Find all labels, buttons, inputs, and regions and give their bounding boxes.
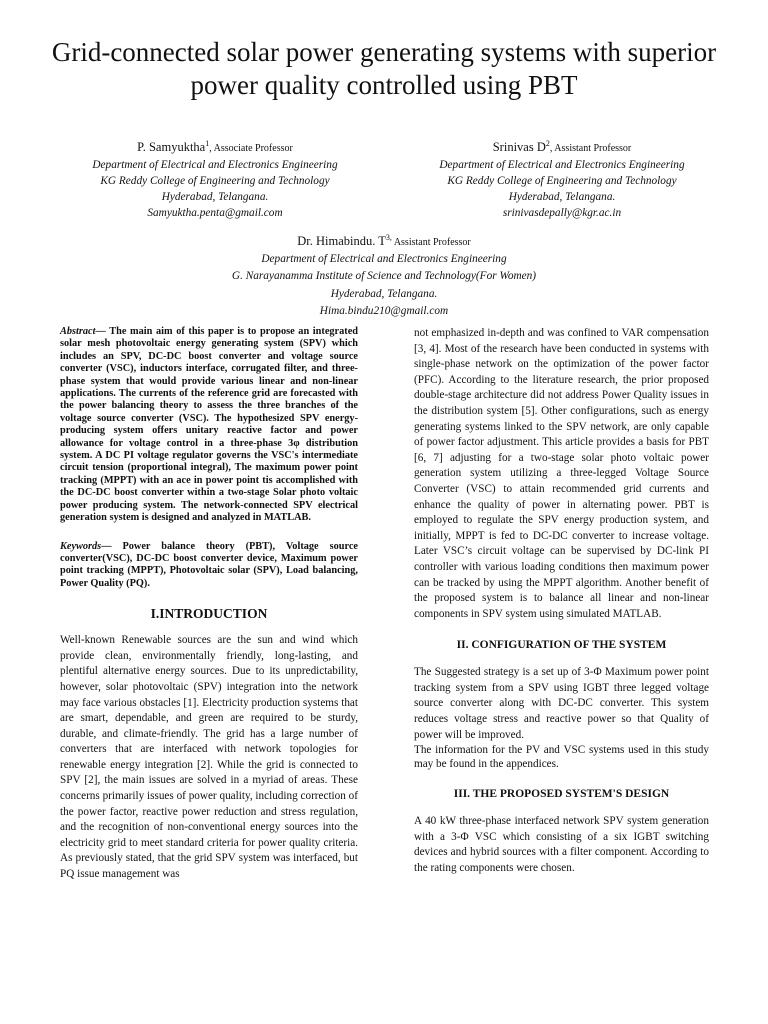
configuration-heading: II. CONFIGURATION OF THE SYSTEM xyxy=(456,639,667,652)
author-line xyxy=(404,136,720,157)
keywords-label: Keywords xyxy=(60,540,102,552)
left-column xyxy=(60,326,358,883)
author-college: KG Reddy College of Engineering and Technology xyxy=(447,174,677,187)
author-city: Hyderabad, Telangana. xyxy=(161,190,269,203)
author-role: , Associate Professor xyxy=(209,142,293,154)
author-name: Srinivas D xyxy=(492,139,546,154)
author-block-1 xyxy=(60,136,370,221)
author-email: Samyuktha.penta@gmail.com xyxy=(147,206,283,219)
author-college: KG Reddy College of Engineering and Technology xyxy=(100,174,330,187)
author-role: Assistant Professor xyxy=(391,236,471,248)
configuration-text-2: The information for the PV and VSC systems used in this study may be found in the appendices. xyxy=(414,744,709,771)
introduction-text: Well-known Renewable sources are the sun and wind which provide clean, environmentally friendly, long-lasting, and plentiful alternative energy sources. Due to its unpredictability, however, solar photovoltaic (SPV) integration into the network may face various obstacles [1]. Electricity production systems that are smart, dependable, and green are required to be sturdy, durable, and climate-friendly. The grid has a large number of converters that are interfaced with network topologies for renewable energy integration [2]. While the grid is connected to SPV [2], the main issues are solved in a myriad of areas. These concerns primarily issues of power quality, including correction of the power factor, reactive power reduction and stress regulation, and the recognition of non-conventional energy sources into the electricity grid to meet standard criteria for power quality criteria. As previously stated, that the grid SPV system was interfaced, but PQ issue management was xyxy=(60,634,358,881)
abstract xyxy=(60,326,358,525)
author-college: G. Narayanamma Institute of Science and Technology(For Women) xyxy=(231,270,537,283)
author-email: Hima.bindu210@gmail.com xyxy=(319,305,449,318)
author-superscript: 2 xyxy=(545,139,550,148)
keywords-text: — Power balance theory (PBT), Voltage source converter(VSC), DC-DC boost converter device, Maximum power point tracking (MPPT), Photovoltaic solar (SPV), Load balancing, Power Quality (PQ). xyxy=(60,540,358,589)
author-department: Department of Electrical and Electronics Engineering xyxy=(439,158,685,171)
author-role: , Assistant Professor xyxy=(549,142,632,154)
introduction-heading: I.INTRODUCTION xyxy=(150,606,268,622)
author-city: Hyderabad, Telangana. xyxy=(330,287,438,300)
author-block-2 xyxy=(404,136,720,221)
author-department: Department of Electrical and Electronics Engineering xyxy=(92,158,338,171)
introduction-continued-text: not emphasized in-depth and was confined to VAR compensation [3, 4]. Most of the research have been conducted in systems with single-phase network on the optimization of the power factor (PFC). According to the literature research, the prior proposed double-stage architecture did not address Power Quality issues in the distribution system [5]. Other configurations, such as energy generating systems linked to the SPV network, are only capable of power factor adjustment. This article provides a basis for PBT [6, 7] adjusting for a two-stage solar photo voltaic power generation system utilizing a three-legged Voltage Source Converter (VSC) to attain recommended grid currents and enhance the quality of power in alternating power. PBT is employed to regulate the SPV energy production system, and initially, MPPT is fed to DC-DC converter to increase voltage. Later VSC’s circuit voltage can be supervised by DC-link PI controller with various loading conditions then maximum power can be tracked by using the MPPT algorithm. Another benefit of the proposed system is to balance all linear and non-linear components in SPV system using simulated MATLAB. xyxy=(414,327,709,620)
author-email: srinivasdepally@kgr.ac.in xyxy=(502,206,622,219)
abstract-text: — The main aim of this paper is to propose an integrated solar mesh photovoltaic energy generating system (SPV) which includes an SPV, DC-DC boost converter and voltage source converter (VSC), inductors interface, corrugated filter, and three-phase system that would provide various linear and non-linear applications. The currents of the reference grid are forecasted with the power balancing theory to assess the three branches of the voltage source converter (VSC). The hypothesized SPV energy-producing system offers unitary reactive factor and power allowance for voltage control in a three-phase 3φ distribution system. A DC PI voltage regulator governs the VSC's intermediate circuit tension (proportional integral), The maximum power point tracking (MPPT) with an ace in power point tis accomplished with the DC-DC boost converter within a two-stage Solar photo voltaic power producing system. The network-connected SPV electrical generation system is designed and analyzed in MATLAB. xyxy=(60,326,358,524)
abstract-label: Abstract xyxy=(60,326,96,337)
author-superscript: 1 xyxy=(205,139,210,148)
keywords xyxy=(60,541,358,591)
author-block-3 xyxy=(184,230,584,321)
configuration-text: The Suggested strategy is a set up of 3-Φ Maximum power point tracking system from a SPV using IGBT three legged voltage source converter along with DC-DC converter. This system reduces voltage stress and reactive power so that Quality of power will be improved. xyxy=(414,666,709,741)
author-name: P. Samyuktha xyxy=(137,139,206,154)
author-department: Department of Electrical and Electronics Engineering xyxy=(261,252,507,265)
design-text: A 40 kW three-phase interfaced network SPV system generation with a 3-Φ VSC which consisting of a six IGBT switching devices and hybrid sources with a filter component. According to the rating components were chosen. xyxy=(414,815,709,875)
design-heading: III. THE PROPOSED SYSTEM'S DESIGN xyxy=(453,788,670,801)
author-line xyxy=(184,230,584,251)
paper-title: Grid-connected solar power generating systems with superior power quality controlled using PBT xyxy=(51,37,717,100)
author-city: Hyderabad, Telangana. xyxy=(508,190,616,203)
right-column xyxy=(414,326,709,877)
author-line xyxy=(60,136,370,157)
author-superscript: 3, xyxy=(385,233,392,242)
author-name: Dr. Himabindu. T xyxy=(297,233,386,248)
